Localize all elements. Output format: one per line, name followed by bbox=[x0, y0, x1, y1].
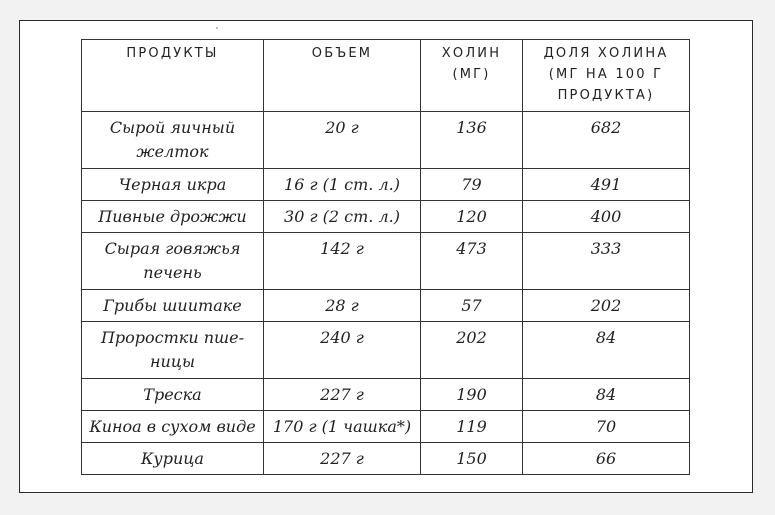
cell-volume: 28 г bbox=[264, 290, 421, 322]
cell-product bbox=[82, 322, 264, 379]
cell-product: Грибы шиитаке bbox=[82, 290, 264, 322]
cell-choline: 473 bbox=[421, 233, 523, 290]
cell-share: 202 bbox=[523, 290, 690, 322]
header-choline-line-2: (МГ) bbox=[452, 67, 491, 82]
cell-volume: 30 г (2 ст. л.) bbox=[264, 201, 421, 233]
header-share-line-3: ПРОДУКТА) bbox=[557, 88, 655, 103]
cell-volume: 16 г (1 ст. л.) bbox=[264, 169, 421, 201]
header-volume-line: ОБЪЕМ bbox=[311, 46, 373, 61]
table-row bbox=[82, 201, 690, 233]
table-row bbox=[82, 169, 690, 201]
header-row bbox=[82, 40, 690, 112]
table-row bbox=[82, 290, 690, 322]
cell-share: 491 bbox=[523, 169, 690, 201]
cell-product bbox=[82, 112, 264, 169]
cell-share: 70 bbox=[523, 411, 690, 443]
cell-share: 66 bbox=[523, 443, 690, 475]
cell-share: 682 bbox=[523, 112, 690, 169]
cell-product-line-2: печень bbox=[143, 263, 202, 282]
cell-product: Курица bbox=[82, 443, 264, 475]
page-frame bbox=[19, 20, 753, 493]
header-choline-share bbox=[523, 40, 690, 112]
header-volume bbox=[264, 40, 421, 112]
cell-share: 333 bbox=[523, 233, 690, 290]
table-row bbox=[82, 379, 690, 411]
table-row bbox=[82, 322, 690, 379]
table-row bbox=[82, 443, 690, 475]
cell-product: Пивные дрожжи bbox=[82, 201, 264, 233]
cell-product: Черная икра bbox=[82, 169, 264, 201]
header-products bbox=[82, 40, 264, 112]
cell-share: 84 bbox=[523, 322, 690, 379]
cell-volume: 20 г bbox=[264, 112, 421, 169]
header-share-line-2: (МГ НА 100 Г bbox=[548, 67, 664, 82]
cell-product-line-1: Проростки пше- bbox=[100, 328, 245, 347]
cell-choline: 190 bbox=[421, 379, 523, 411]
cell-choline: 202 bbox=[421, 322, 523, 379]
cell-product bbox=[82, 233, 264, 290]
cell-product: Треска bbox=[82, 379, 264, 411]
cell-product-line-1: Сырой яичный bbox=[109, 118, 236, 137]
cell-volume: 227 г bbox=[264, 443, 421, 475]
cell-product-line-2: ницы bbox=[149, 352, 196, 371]
header-share-line-1: ДОЛЯ ХОЛИНА bbox=[543, 46, 669, 61]
cell-product-line-1: Сырая говяжья bbox=[104, 239, 241, 258]
cell-product: Киноа в сухом виде bbox=[82, 411, 264, 443]
cell-choline: 120 bbox=[421, 201, 523, 233]
header-choline-line-1: ХОЛИН bbox=[441, 46, 502, 61]
cell-volume: 142 г bbox=[264, 233, 421, 290]
cell-choline: 57 bbox=[421, 290, 523, 322]
header-choline bbox=[421, 40, 523, 112]
cell-choline: 119 bbox=[421, 411, 523, 443]
cell-volume: 240 г bbox=[264, 322, 421, 379]
cell-choline: 150 bbox=[421, 443, 523, 475]
cell-volume: 227 г bbox=[264, 379, 421, 411]
cell-choline: 136 bbox=[421, 112, 523, 169]
cell-volume: 170 г (1 чашка*) bbox=[264, 411, 421, 443]
choline-table bbox=[81, 39, 690, 475]
scan-speck bbox=[216, 27, 218, 29]
cell-share: 84 bbox=[523, 379, 690, 411]
cell-product-line-2: желток bbox=[136, 142, 209, 161]
cell-choline: 79 bbox=[421, 169, 523, 201]
header-products-line: ПРОДУКТЫ bbox=[126, 46, 219, 61]
table-row bbox=[82, 411, 690, 443]
cell-share: 400 bbox=[523, 201, 690, 233]
table-row bbox=[82, 233, 690, 290]
table-row bbox=[82, 112, 690, 169]
